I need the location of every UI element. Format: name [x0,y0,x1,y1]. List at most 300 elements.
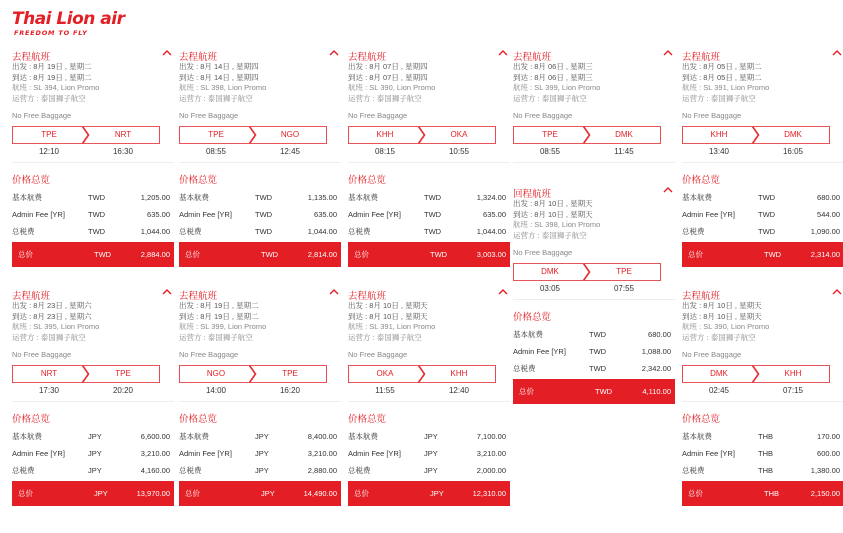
price-summary-title: 价格总览 [348,175,387,186]
price-summary [348,412,510,506]
admin-fee-label: Admin Fee [YR] [682,210,735,219]
admin-fee-amount: 3,210.00 [307,449,337,458]
arrival-time: 16:05 [782,147,804,156]
chevron-up-icon[interactable] [663,186,673,194]
currency: TWD [88,227,106,236]
destination-airport: DMK [615,130,633,139]
total-price-bar[interactable] [682,481,843,506]
admin-fee-amount: 635.00 [483,210,506,219]
flight-card-header[interactable] [348,287,510,301]
flight-direction-title: 去程航班 [348,291,387,302]
price-summary [12,173,174,267]
price-summary [179,173,341,267]
base-fare-label: 基本航费 [682,193,712,202]
currency: JPY [424,432,438,441]
arrival-date: 到达 : 8月 10日 , 星期天 [348,311,428,321]
baggage-info: No Free Baggage [513,111,573,120]
flight-card-header[interactable] [12,48,174,62]
base-fare-row [179,189,341,206]
origin-airport: NGO [206,369,226,378]
flight-direction-title: 去程航班 [513,52,552,63]
chevron-up-icon[interactable] [498,49,508,57]
tax-amount: 1,044.00 [140,227,170,236]
flight-card [348,287,510,402]
total-label: 总价 [519,387,534,396]
base-fare-amount: 7,100.00 [476,432,506,441]
admin-fee-amount: 3,210.00 [140,449,170,458]
baggage-info: No Free Baggage [348,350,408,359]
flight-times [12,144,160,158]
route-arrow [348,365,496,383]
base-fare-amount: 8,400.00 [307,432,337,441]
divider [179,162,341,163]
total-price-bar[interactable] [348,242,510,267]
destination-airport: TPE [115,369,131,378]
tax-row [12,223,174,240]
total-label: 总价 [185,489,200,498]
flight-times [682,383,830,397]
admin-fee-row [682,206,843,223]
base-fare-label: 基本航费 [179,432,209,441]
flight-direction-title: 去程航班 [12,291,51,302]
base-fare-amount: 6,600.00 [140,432,170,441]
currency: TWD [589,347,607,356]
admin-fee-amount: 544.00 [817,210,840,219]
admin-fee-amount: 1,088.00 [641,347,671,356]
tax-amount: 1,044.00 [476,227,506,236]
flight-direction-title: 去程航班 [12,52,51,63]
flight-times [179,383,327,397]
total-price-bar[interactable] [179,242,341,267]
arrival-time: 16:30 [112,147,134,156]
departure-time: 08:55 [205,147,227,156]
divider [179,401,341,402]
flight-card [179,48,341,163]
departure-date: 出发 : 8月 05日 , 星期二 [682,62,762,71]
flight-number: 航班 : SL 399, Lion Promo [179,322,267,331]
operator: 运营方 : 泰国狮子航空 [348,332,422,342]
chevron-up-icon[interactable] [832,49,842,57]
price-summary-title: 价格总览 [179,414,218,425]
flight-card [513,48,675,163]
base-fare-amount: 1,135.00 [307,193,337,202]
admin-fee-row [348,206,510,223]
flight-card [179,287,341,402]
total-price-bar[interactable] [513,379,675,404]
operator: 运营方 : 泰国狮子航空 [513,93,587,103]
currency: TWD [424,210,442,219]
total-amount: 12,310.00 [472,489,506,498]
flight-times [682,144,830,158]
flight-number: 航班 : SL 390, Lion Promo [682,322,770,331]
base-fare-label: 基本航费 [513,330,543,339]
price-summary-title: 价格总览 [12,175,51,186]
flight-number: 航班 : SL 399, Lion Promo [513,83,601,92]
route-arrow [682,126,830,144]
price-summary-title: 价格总览 [12,414,51,425]
departure-date: 出发 : 8月 19日 , 星期二 [12,62,92,71]
flight-times [513,281,661,295]
total-label: 总价 [18,250,33,259]
baggage-info: No Free Baggage [12,111,72,120]
price-summary [513,310,675,404]
admin-fee-amount: 635.00 [314,210,337,219]
total-price-bar[interactable] [12,242,174,267]
total-price-bar[interactable] [348,481,510,506]
total-amount: 14,490.00 [303,489,337,498]
flight-card [348,48,510,163]
tax-label: 总税费 [682,466,705,475]
admin-fee-amount: 3,210.00 [476,449,506,458]
route-arrow [513,263,661,281]
admin-fee-amount: 635.00 [147,210,170,219]
flight-card-header[interactable] [179,48,341,62]
operator: 运营方 : 泰国狮子航空 [179,332,253,342]
departure-time: 02:45 [708,386,730,395]
flight-card [682,287,843,402]
price-summary-title: 价格总览 [179,175,218,186]
operator: 运营方 : 泰国狮子航空 [12,93,86,103]
price-summary [682,173,843,267]
admin-fee-label: Admin Fee [YR] [12,210,65,219]
total-amount: 2,814.00 [307,250,337,259]
baggage-info: No Free Baggage [179,350,239,359]
departure-date: 出发 : 8月 23日 , 星期六 [12,301,92,310]
currency: TWD [424,227,442,236]
total-amount: 2,314.00 [810,250,840,259]
tax-row [513,360,675,377]
brand-tagline: FREEDOM TO FLY [14,29,88,37]
divider [513,162,675,163]
brand-name: Thai Lion air [12,9,125,29]
admin-fee-label: Admin Fee [YR] [348,210,401,219]
route-arrow [179,126,327,144]
admin-fee-label: Admin Fee [YR] [179,449,232,458]
arrival-time: 07:15 [782,386,804,395]
chevron-up-icon[interactable] [162,49,172,57]
flight-card-header[interactable] [513,185,675,199]
currency: THB [758,449,773,458]
arrival-time: 12:40 [448,386,470,395]
departure-date: 出发 : 8月 07日 , 星期四 [348,62,428,71]
currency: JPY [88,466,102,475]
divider [348,401,510,402]
base-fare-label: 基本航费 [682,432,712,441]
total-currency: TWD [430,250,448,259]
baggage-info: No Free Baggage [12,350,72,359]
tax-label: 总税费 [12,227,35,236]
admin-fee-row [12,206,174,223]
flight-card-header[interactable] [513,48,675,62]
total-currency: JPY [261,489,275,498]
total-label: 总价 [354,250,369,259]
flight-number: 航班 : SL 391, Lion Promo [348,322,436,331]
arrival-date: 到达 : 8月 05日 , 星期二 [682,72,762,82]
currency: TWD [88,210,106,219]
price-summary [12,412,174,506]
tax-row [348,462,510,479]
price-summary-title: 价格总览 [682,414,721,425]
route-arrow [348,126,496,144]
total-amount: 2,150.00 [810,489,840,498]
flight-number: 航班 : SL 395, Lion Promo [12,322,100,331]
base-fare-row [682,428,843,445]
departure-date: 出发 : 8月 10日 , 星期天 [682,301,762,310]
base-fare-label: 基本航费 [348,193,378,202]
total-label: 总价 [18,489,33,498]
destination-airport: DMK [784,130,802,139]
baggage-info: No Free Baggage [682,350,742,359]
flight-card-header[interactable] [179,287,341,301]
total-label: 总价 [688,250,703,259]
base-fare-amount: 680.00 [648,330,671,339]
currency: TWD [758,227,776,236]
tax-row [682,462,843,479]
currency: JPY [255,466,269,475]
origin-airport: OKA [376,369,394,378]
tax-row [179,462,341,479]
total-price-bar[interactable] [12,481,174,506]
arrival-date: 到达 : 8月 23日 , 星期六 [12,311,92,321]
origin-airport: TPE [208,130,224,139]
chevron-up-icon[interactable] [329,49,339,57]
departure-time: 08:15 [374,147,396,156]
destination-airport: TPE [616,267,632,276]
total-currency: TWD [595,387,613,396]
flight-number: 航班 : SL 391, Lion Promo [682,83,770,92]
chevron-up-icon[interactable] [832,288,842,296]
tax-amount: 2,880.00 [307,466,337,475]
flight-times [513,144,661,158]
base-fare-row [179,428,341,445]
flight-direction-title: 去程航班 [179,291,218,302]
total-amount: 13,970.00 [136,489,170,498]
departure-date: 出发 : 8月 14日 , 星期四 [179,62,259,71]
total-amount: 2,884.00 [140,250,170,259]
arrival-time: 11:45 [614,147,634,156]
base-fare-amount: 170.00 [817,432,840,441]
destination-airport: NGO [280,130,300,139]
arrival-time: 16:20 [279,386,301,395]
operator: 运营方 : 泰国狮子航空 [348,93,422,103]
departure-time: 12:10 [38,147,60,156]
chevron-up-icon[interactable] [162,288,172,296]
total-price-bar[interactable] [179,481,341,506]
destination-airport: NRT [114,130,132,139]
base-fare-row [348,189,510,206]
tax-label: 总税费 [348,227,371,236]
baggage-info: No Free Baggage [682,111,742,120]
price-summary [348,173,510,267]
base-fare-row [12,189,174,206]
divider [12,401,174,402]
route-arrow [12,365,160,383]
total-label: 总价 [688,489,703,498]
arrival-date: 到达 : 8月 19日 , 星期二 [12,72,92,82]
tax-label: 总税费 [179,227,202,236]
flight-card [12,48,174,163]
tax-row [348,223,510,240]
departure-date: 出发 : 8月 19日 , 星期二 [179,301,259,310]
origin-airport: NRT [40,369,58,378]
tax-row [12,462,174,479]
origin-airport: DMK [541,267,559,276]
departure-time: 08:55 [539,147,561,156]
admin-fee-row [179,445,341,462]
tax-amount: 2,000.00 [476,466,506,475]
origin-airport: KHH [376,130,394,139]
currency: THB [758,432,773,441]
admin-fee-row [682,445,843,462]
tax-label: 总税费 [513,364,536,373]
flight-direction-title: 去程航班 [348,52,387,63]
price-summary [682,412,843,506]
baggage-info: No Free Baggage [179,111,239,120]
flight-number: 航班 : SL 398, Lion Promo [179,83,267,92]
divider [682,401,843,402]
departure-date: 出发 : 8月 10日 , 星期天 [513,199,593,208]
operator: 运营方 : 泰国狮子航空 [179,93,253,103]
route-arrow [682,365,830,383]
base-fare-row [12,428,174,445]
tax-label: 总税费 [179,466,202,475]
origin-airport: TPE [41,130,57,139]
arrival-date: 到达 : 8月 10日 , 星期天 [682,311,762,321]
base-fare-label: 基本航费 [12,193,42,202]
flight-direction-title: 去程航班 [682,52,721,63]
tax-row [179,223,341,240]
base-fare-row [348,428,510,445]
currency: TWD [589,364,607,373]
base-fare-amount: 1,324.00 [476,193,506,202]
flight-card-header[interactable] [682,287,843,301]
admin-fee-row [12,445,174,462]
base-fare-label: 基本航费 [348,432,378,441]
brand-logo[interactable] [12,10,152,40]
flight-direction-title: 去程航班 [682,291,721,302]
admin-fee-row [348,445,510,462]
base-fare-amount: 680.00 [817,193,840,202]
flight-card [682,48,843,163]
flight-direction-title: 回程航班 [513,189,552,200]
chevron-up-icon[interactable] [329,288,339,296]
total-currency: TWD [764,250,782,259]
total-price-bar[interactable] [682,242,843,267]
base-fare-row [513,326,675,343]
flight-times [12,383,160,397]
price-summary-title: 价格总览 [513,312,552,323]
currency: TWD [88,193,106,202]
flight-direction-title: 去程航班 [179,52,218,63]
flight-number: 航班 : SL 394, Lion Promo [12,83,100,92]
origin-airport: TPE [542,130,558,139]
flight-card-header[interactable] [682,48,843,62]
tax-amount: 1,380.00 [810,466,840,475]
operator: 运营方 : 泰国狮子航空 [682,93,756,103]
admin-fee-amount: 600.00 [817,449,840,458]
admin-fee-label: Admin Fee [YR] [513,347,566,356]
arrival-date: 到达 : 8月 19日 , 星期二 [179,311,259,321]
total-label: 总价 [185,250,200,259]
currency: TWD [758,210,776,219]
tax-amount: 1,044.00 [307,227,337,236]
flight-number: 航班 : SL 398, Lion Promo [513,220,601,229]
baggage-info: No Free Baggage [348,111,408,120]
arrival-time: 12:45 [279,147,301,156]
arrival-date: 到达 : 8月 14日 , 星期四 [179,72,259,82]
baggage-info: No Free Baggage [513,248,573,257]
total-currency: JPY [430,489,444,498]
total-amount: 4,110.00 [642,387,671,396]
flight-card-header[interactable] [348,48,510,62]
currency: TWD [589,330,607,339]
currency: TWD [255,193,273,202]
currency: TWD [255,210,273,219]
flight-times [179,144,327,158]
flight-times [348,144,496,158]
departure-time: 13:40 [708,147,730,156]
admin-fee-row [513,343,675,360]
destination-airport: OKA [450,130,468,139]
total-label: 总价 [354,489,369,498]
tax-amount: 2,342.00 [641,364,671,373]
route-arrow [12,126,160,144]
tax-label: 总税费 [12,466,35,475]
chevron-up-icon[interactable] [498,288,508,296]
arrival-date: 到达 : 8月 07日 , 星期四 [348,72,428,82]
divider [513,299,675,300]
currency: JPY [255,432,269,441]
flight-number: 航班 : SL 390, Lion Promo [348,83,436,92]
operator: 运营方 : 泰国狮子航空 [12,332,86,342]
price-summary [179,412,341,506]
price-summary-title: 价格总览 [682,175,721,186]
total-currency: TWD [261,250,279,259]
arrival-time: 20:20 [112,386,134,395]
departure-time: 11:55 [375,386,395,395]
currency: JPY [255,449,269,458]
arrival-time: 10:55 [448,147,470,156]
tax-amount: 1,090.00 [810,227,840,236]
departure-time: 03:05 [539,284,561,293]
currency: JPY [424,466,438,475]
flight-card [12,287,174,402]
flight-card-header[interactable] [12,287,174,301]
arrival-time: 07:55 [613,284,635,293]
departure-time: 14:00 [205,386,227,395]
currency: THB [758,466,773,475]
departure-date: 出发 : 8月 06日 , 星期三 [513,62,593,71]
chevron-up-icon[interactable] [663,49,673,57]
departure-time: 17:30 [38,386,60,395]
base-fare-row [682,189,843,206]
currency: JPY [424,449,438,458]
total-currency: TWD [94,250,112,259]
flight-times [348,383,496,397]
admin-fee-label: Admin Fee [YR] [682,449,735,458]
admin-fee-row [179,206,341,223]
destination-airport: KHH [450,369,468,378]
currency: TWD [255,227,273,236]
route-arrow [179,365,327,383]
tax-row [682,223,843,240]
base-fare-label: 基本航费 [179,193,209,202]
total-amount: 3,003.00 [476,250,506,259]
divider [682,162,843,163]
admin-fee-label: Admin Fee [YR] [12,449,65,458]
base-fare-amount: 1,205.00 [140,193,170,202]
departure-date: 出发 : 8月 10日 , 星期天 [348,301,428,310]
